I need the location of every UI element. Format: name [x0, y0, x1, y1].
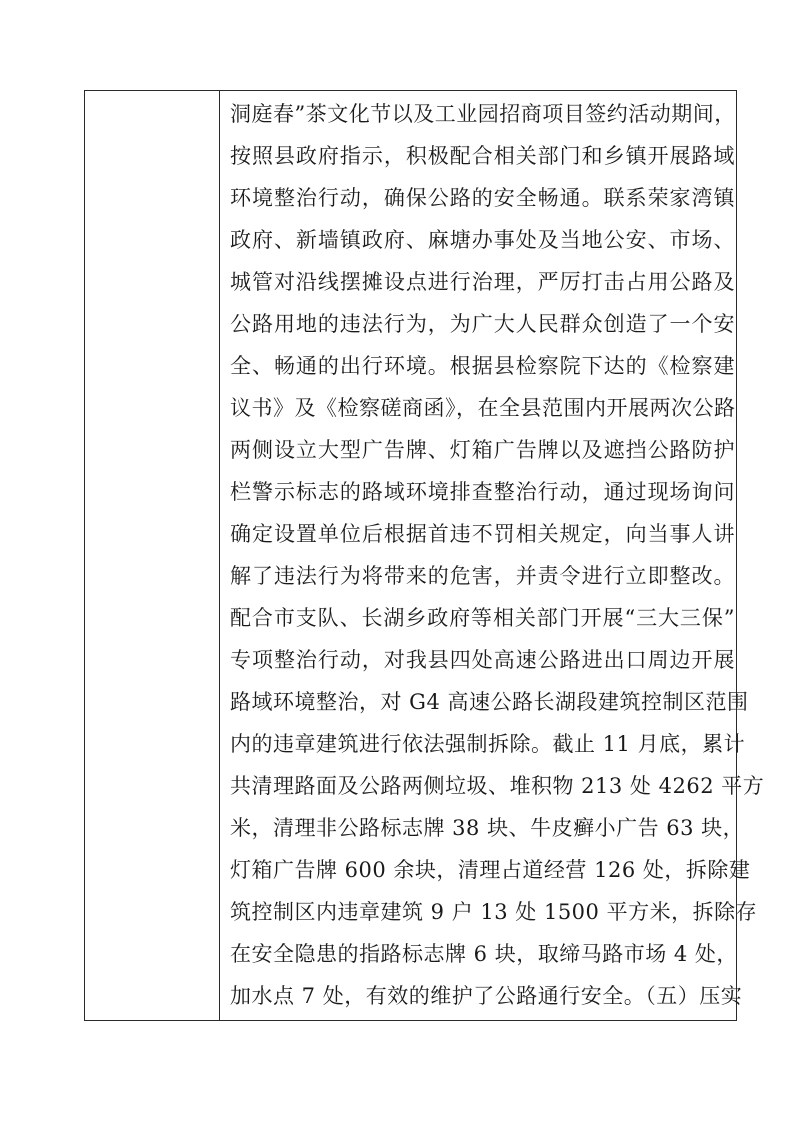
text-line: 确定设置单位后根据首违不罚相关规定，向当事人讲 — [230, 522, 735, 546]
text-line: 内的违章建筑进行依法强制拆除。截止 11 月底，累计 — [230, 732, 746, 756]
text-line: 解了违法行为将带来的危害，并责令进行立即整改。 — [230, 564, 735, 588]
text-line: 共清理路面及公路两侧垃圾、堆积物 213 处 4262 平方 — [230, 774, 765, 798]
text-line: 灯箱广告牌 600 余块，清理占道经营 126 处，拆除建 — [230, 858, 751, 882]
text-line: 配合市支队、长湖乡政府等相关部门开展“三大三保” — [230, 606, 735, 630]
label-cell — [85, 91, 220, 1020]
text-line: 按照县政府指示，积极配合相关部门和乡镇开展路域 — [230, 144, 735, 168]
text-line: 政府、新墙镇政府、麻塘办事处及当地公安、市场、 — [230, 228, 735, 252]
text-line: 两侧设立大型广告牌、灯箱广告牌以及遮挡公路防护 — [230, 438, 735, 462]
text-line: 环境整治行动，确保公路的安全畅通。联系荣家湾镇 — [230, 186, 735, 210]
text-line: 专项整治行动，对我县四处高速公路进出口周边开展 — [230, 648, 735, 672]
text-line: 公路用地的违法行为，为广大人民群众创造了一个安 — [230, 312, 735, 336]
text-line: 栏警示标志的路域环境排查整治行动，通过现场询问 — [230, 480, 735, 504]
text-line: 议书》及《检察磋商函》，在全县范围内开展两次公路 — [230, 396, 736, 420]
text-line: 筑控制区内违章建筑 9 户 13 处 1500 平方米，拆除存 — [230, 900, 758, 924]
text-line: 全、畅通的出行环境。根据县检察院下达的《检察建 — [230, 354, 735, 378]
text-line: 加水点 7 处，有效的维护了公路通行安全。（五）压实 — [230, 984, 743, 1008]
text-line: 在安全隐患的指路标志牌 6 块，取缔马路市场 4 处， — [230, 942, 738, 966]
text-line: 洞庭春”茶文化节以及工业园招商项目签约活动期间， — [230, 102, 736, 126]
content-cell — [220, 91, 765, 1020]
text-line: 米，清理非公路标志牌 38 块、牛皮癣小广告 63 块， — [230, 816, 745, 840]
text-line: 城管对沿线摆摊设点进行治理，严厉打击占用公路及 — [230, 270, 735, 294]
text-line: 路域环境整治，对 G4 高速公路长湖段建筑控制区范围 — [230, 690, 749, 714]
table-frame — [84, 90, 765, 1021]
